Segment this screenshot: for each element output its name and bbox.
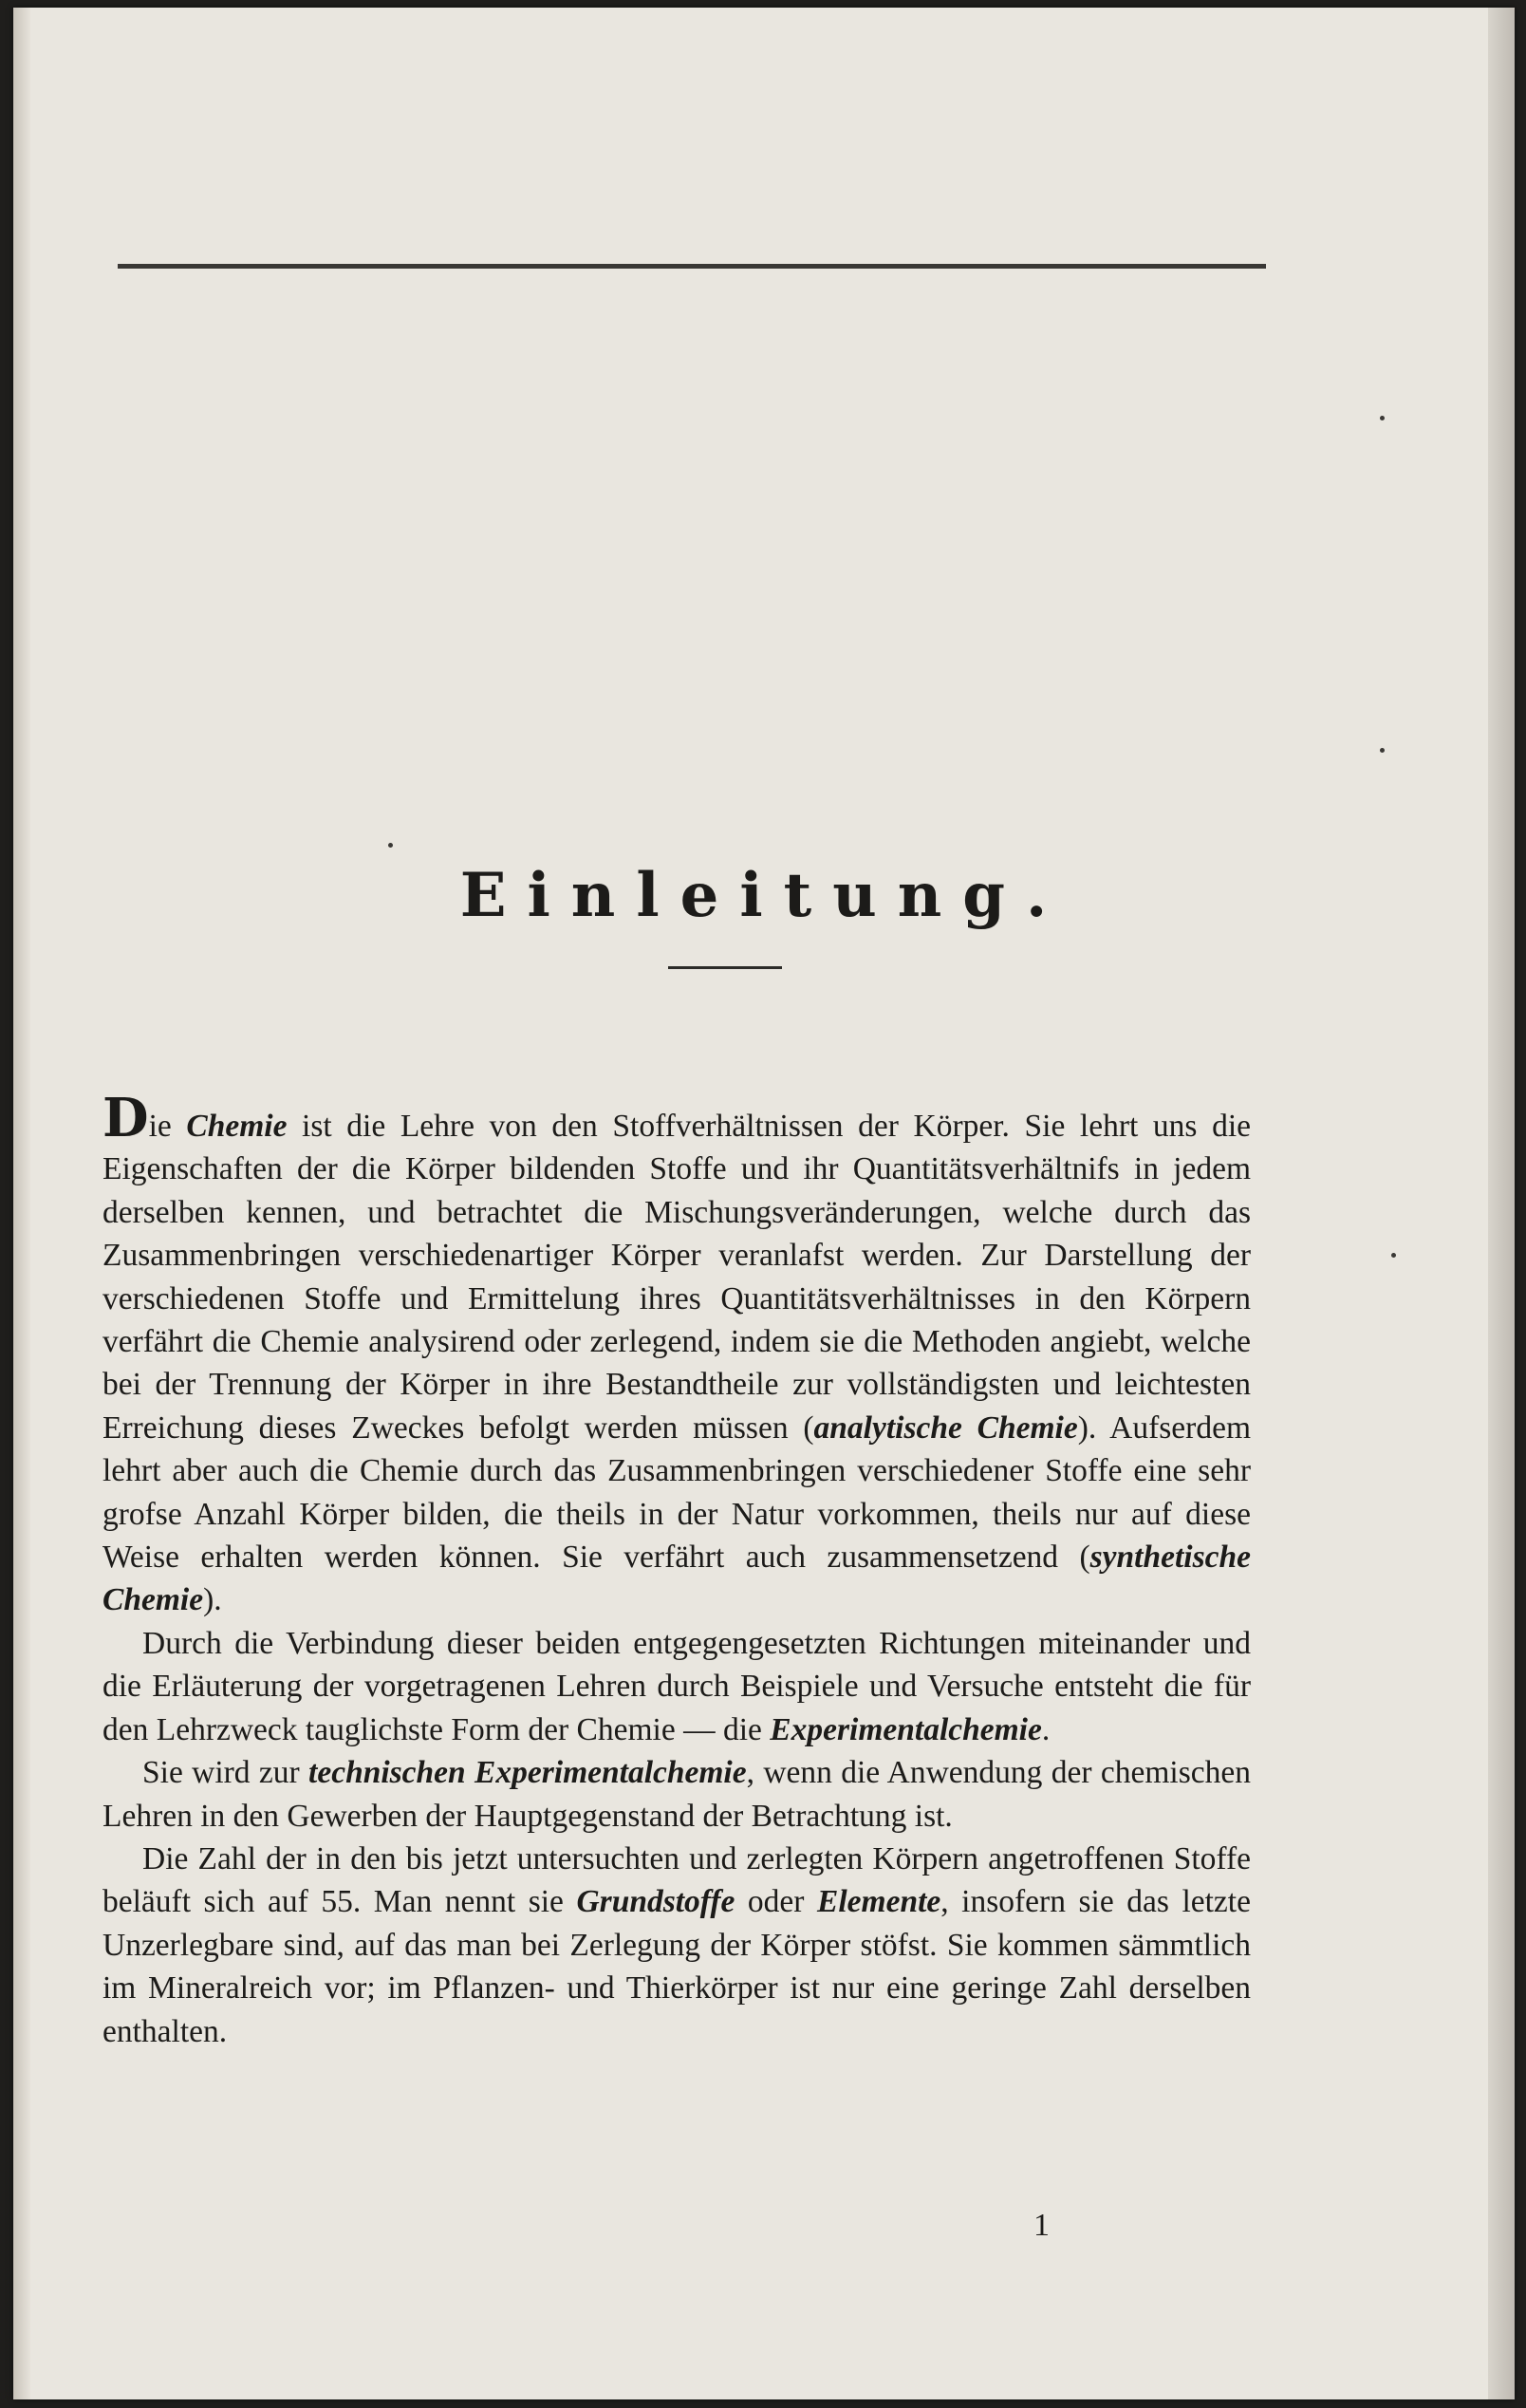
- text-run: ie: [148, 1109, 187, 1144]
- page-binding-edge: [13, 8, 30, 2399]
- text-run: Sie wird zur: [142, 1755, 309, 1791]
- ink-speck: [1380, 748, 1385, 753]
- show-through-rule: [118, 264, 1266, 269]
- text-run: oder: [735, 1884, 817, 1920]
- text-run: Die Zahl der in den bis jetzt untersuchten und zerlegten Körpern angetroffenen Stoffe beläuft sich auf 55. Man nennt sie: [102, 1840, 1251, 1920]
- text-run: ist die Lehre von den Stoffverhältnissen der Körper. Sie lehrt uns die Eigenschaften der die Körper bildenden Stoffe und ihr Quantitätsverhältnifs in jedem derselben kennen, und betrachtet die Mischungsveränderungen, welche durch das Zusammenbringen verschiedenartiger Körper veranlafst werden. Zur Darstellung der verschiedenen Stoffe und Ermittelung ihres Quantitätsverhältnisses in den Körpern verfährt die Chemie analysirend oder zerlegend, indem sie die Methoden angiebt, welche bei der Trennung der Körper in ihre Bestandtheile zur vollständigsten und leichtesten Erreichung dieses Zweckes befolgt werden müssen (: [102, 1109, 1251, 1446]
- text-run: , insofern sie das letzte Unzerlegbare sind, auf das man bei Zerlegung der Körper stöfst. Sie kommen sämmtlich im Mineralreich vor; im Pflanzen- und Thierkörper ist nur eine geringe Zahl derselben enthalten.: [102, 1884, 1251, 2049]
- text-run: .: [1041, 1711, 1051, 1747]
- body-paragraph: [102, 1087, 1251, 1622]
- ink-speck: [388, 843, 393, 848]
- text-run: , wenn die Anwendung der chemischen Lehren in den Gewerben der Hauptgegenstand der Betrachtung ist.: [102, 1755, 1251, 1834]
- page-sheet: [13, 8, 1515, 2399]
- body-paragraph: [102, 1751, 1251, 1838]
- body-paragraph: [102, 1838, 1251, 2053]
- page-title: Einleitung.: [459, 859, 1069, 931]
- ink-speck: [1391, 1253, 1396, 1258]
- emphasized-term: Experimentalchemie: [770, 1711, 1042, 1747]
- emphasized-term: Grundstoffe: [576, 1884, 735, 1920]
- text-run: ). Aufserdem lehrt aber auch die Chemie durch das Zusammenbringen verschiedener Stoffe eine sehr grofse Anzahl Körper bilden, die theils in der Natur vorkommen, theils nur auf diese Weise erhalten werden können. Sie verfährt auch zusammensetzend (: [102, 1409, 1251, 1576]
- emphasized-term: analytische Chemie: [813, 1409, 1078, 1446]
- title-divider: [668, 966, 782, 969]
- ink-speck: [1380, 416, 1385, 420]
- emphasized-term: technischen Experimentalchemie: [308, 1755, 747, 1791]
- drop-cap: D: [102, 1087, 149, 1149]
- page-number: 1: [1033, 2208, 1050, 2243]
- body-text: [102, 1087, 1251, 2053]
- emphasized-term: synthetische Chemie: [102, 1540, 1251, 1618]
- emphasized-term: Chemie: [186, 1109, 288, 1144]
- page-outer-edge: [1488, 8, 1515, 2399]
- emphasized-term: Elemente: [817, 1884, 941, 1920]
- body-paragraph: [102, 1622, 1251, 1751]
- text-run: Durch die Verbindung dieser beiden entgegengesetzten Richtungen miteinander und die Erläuterung der vorgetragenen Lehren durch Beispiele und Versuche entsteht die für den Lehrzweck tauglichste Form der Chemie — die: [102, 1625, 1251, 1747]
- text-run: ).: [203, 1582, 222, 1618]
